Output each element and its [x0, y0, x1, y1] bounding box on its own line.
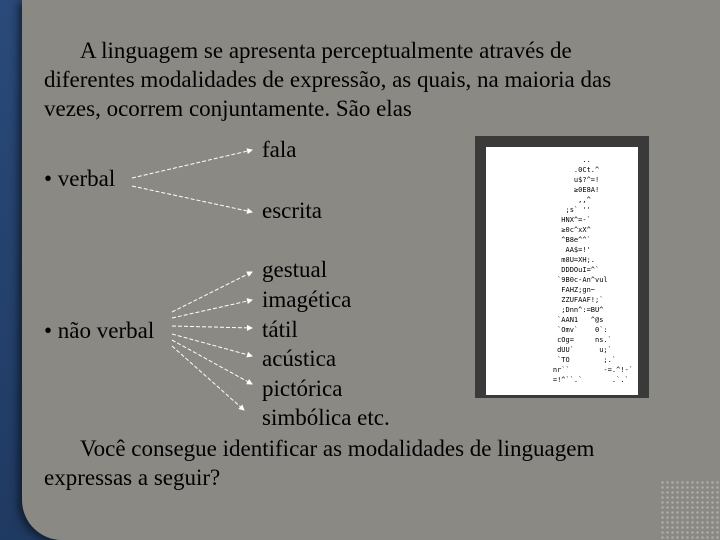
item-simbolica: simbólica etc.: [262, 405, 390, 430]
intro-line: diferentes modalidades de expressão, as quais, na maioria das: [44, 67, 612, 92]
item-escrita: escrita: [262, 198, 323, 223]
outro-paragraph: [44, 434, 684, 492]
intro-line: vezes, ocorrem conjuntamente. São elas: [44, 96, 412, 121]
outro-line: expressas a seguir?: [44, 465, 221, 490]
outro-line: Você consegue identificar as modalidades de linguagem: [80, 436, 595, 461]
intro-line: A linguagem se apresenta perceptualmente através de: [80, 38, 572, 63]
bullet-verbal: • verbal: [44, 166, 116, 191]
bullet-nao-verbal: • não verbal: [44, 318, 155, 343]
item-pictorica: pictórica: [262, 376, 343, 401]
item-fala: fala: [262, 137, 297, 162]
item-gestual: gestual: [262, 257, 328, 282]
item-tatil: tátil: [262, 317, 298, 342]
item-imagetica: imagética: [262, 287, 352, 312]
item-acustica: acústica: [262, 346, 337, 371]
ascii-figure-walking: .. .0Ct.^ u$?^=! ≥0E8A! ,,^ ;s` '' HNX^=-` ≥0c^xX^ ^B8e^^` AA$=!' m8U=XH;. DDDOuI=^` `9B0c-An^vul FAHZ;gn~ ZZUFAAF!;` ;Dnn^:=BU^ `AAN1 ^@s `Omv` 0`: cOg= ns.` dUU` u;` `TO ;.` nr`` -=.^!-` =!^``.` .`.`: [552, 156, 633, 384]
intro-paragraph: [44, 36, 674, 123]
ascii-art-image: [486, 147, 638, 395]
